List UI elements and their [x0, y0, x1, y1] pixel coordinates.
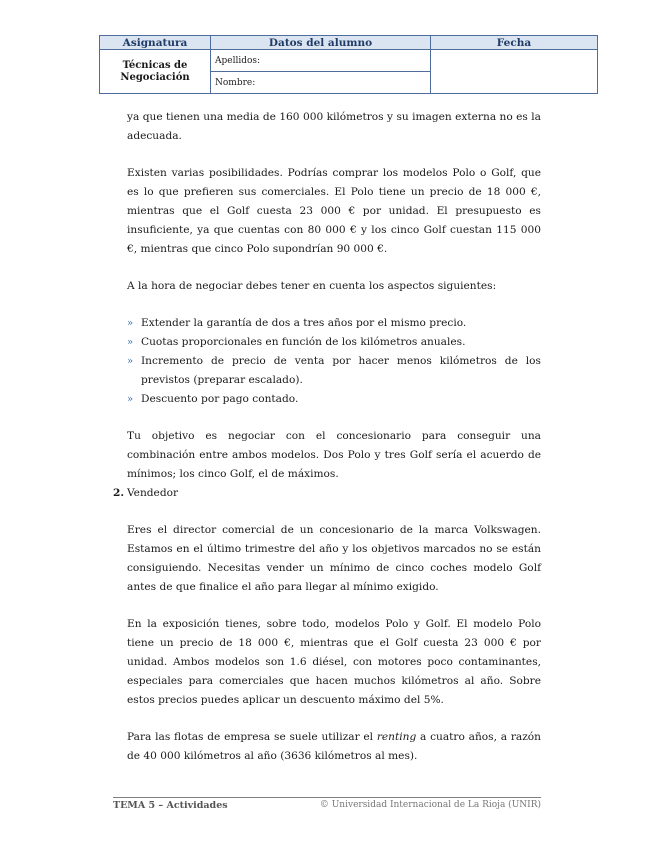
bullet-text: Incremento de precio de venta por hacer menos kilómetros de los previstos (preparar escalado). [141, 355, 541, 386]
item-title: Vendedor [127, 487, 179, 499]
bullet-icon: » [127, 356, 134, 367]
item-number: 2. [113, 487, 125, 499]
surname-field: Apellidos: [211, 50, 431, 72]
paragraph-2: Existen varias posibilidades. Podrías comprar los modelos Polo o Golf, que es lo que prefieren sus comerciales. El Polo tiene un precio de 18 000 €, mientras que el Golf cuesta 23 000 € por unidad. El presupuesto es insuficiente, ya que cuentas con 80 000 € y los cinco Golf cuestan 115 000 €, mientras que cinco Polo supondrían 90 000 €. [127, 167, 541, 255]
paragraph-7 [127, 728, 541, 766]
header-col-subject: Asignatura [100, 36, 211, 50]
bullet-item [127, 314, 541, 333]
footer-copyright: © Universidad Internacional de La Rioja (UNIR) [319, 800, 541, 810]
header-col-date: Fecha [431, 36, 598, 50]
name-field: Nombre: [211, 72, 431, 94]
header-table [99, 35, 598, 94]
subject-line-1: Técnicas de [122, 59, 188, 71]
paragraph-4: Tu objetivo es negociar con el concesionario para conseguir una combinación entre ambos modelos. Dos Polo y tres Golf sería el acuerdo de mínimos; los cinco Golf, el de máximos. [127, 430, 541, 480]
bullet-text: Cuotas proporcionales en función de los kilómetros anuales. [141, 336, 466, 348]
paragraph-3: A la hora de negociar debes tener en cuenta los aspectos siguientes: [127, 280, 497, 292]
bullet-icon: » [127, 394, 134, 405]
bullet-text: Descuento por pago contado. [141, 393, 299, 405]
document-body [113, 108, 541, 766]
date-field [431, 50, 598, 94]
p7-italic: renting [376, 731, 417, 743]
bullet-item [127, 333, 541, 352]
paragraph-5: Eres el director comercial de un concesionario de la marca Volkswagen. Estamos en el último trimestre del año y los objetivos marcados no se están consiguiendo. Necesitas vender un mínimo de cinco coches modelo Golf antes de que finalice el año para llegar al mínimo exigido. [127, 524, 541, 593]
paragraph-1: ya que tienen una media de 160 000 kilómetros y su imagen externa no es la adecuada. [127, 111, 541, 142]
bullet-icon: » [127, 337, 134, 348]
bullet-icon: » [127, 318, 134, 329]
header-col-student: Datos del alumno [211, 36, 431, 50]
bullet-text: Extender la garantía de dos a tres años por el mismo precio. [141, 317, 467, 329]
p7-text-after: a cuatro años, a razón de 40 000 kilómetros al año (3636 kilómetros al mes). [127, 731, 541, 762]
p7-text-before: Para las flotas de empresa se suele utilizar el [127, 731, 377, 743]
footer-divider [113, 797, 541, 798]
paragraph-6: En la exposición tienes, sobre todo, modelos Polo y Golf. El modelo Polo tiene un precio de 18 000 €, mientras que el Golf cuesta 23 000 € por unidad. Ambos modelos son 1.6 diésel, con motores poco contaminantes, especiales para comerciales que hacen muchos kilómetros al año. Sobre estos precios puedes aplicar un descuento máximo del 5%. [127, 618, 541, 706]
subject-line-2: Negociación [120, 71, 190, 83]
footer-topic: TEMA 5 – Actividades [113, 800, 228, 811]
numbered-heading [113, 484, 541, 503]
subject-cell [100, 50, 211, 94]
bullet-item [127, 390, 541, 409]
bullet-item [127, 352, 541, 390]
